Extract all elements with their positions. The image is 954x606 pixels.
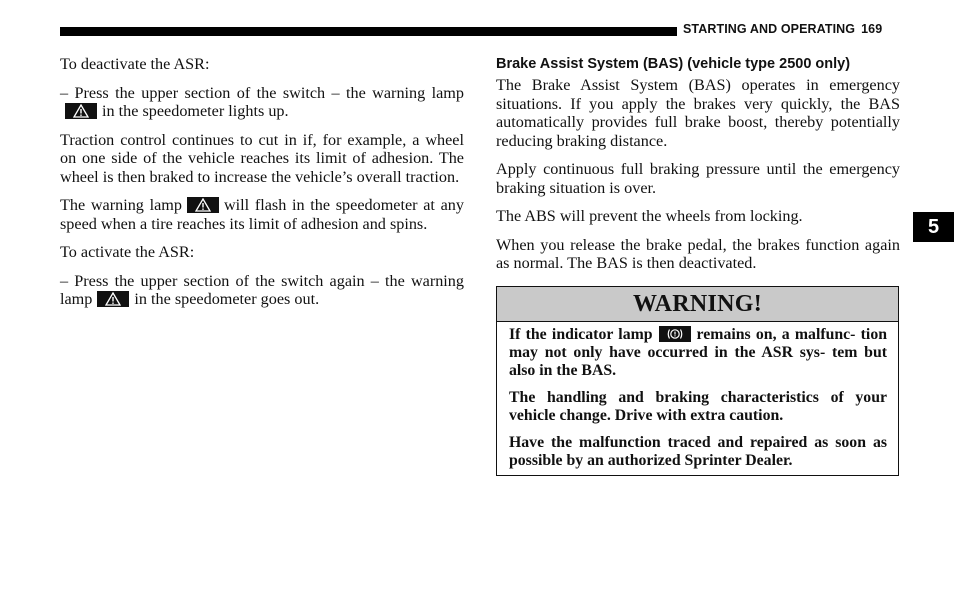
- bas-intro: The Brake Assist System (BAS) operates in emergency situations. If you apply the brakes very quickly, the BAS automatically provides full brake boost, thereby potentially reducing braking distance.: [496, 76, 900, 150]
- deactivate-step: [60, 84, 464, 121]
- warning-body: [497, 322, 898, 470]
- traction-paragraph: Traction control continues to cut in if, for example, a wheel on one side of the vehicle reaches its limit of adhesion. The wheel is then braked to increase the vehicle’s overall traction.: [60, 130, 464, 186]
- section-title: STARTING AND OPERATING: [683, 22, 856, 36]
- apply-pressure: Apply continuous full braking pressure until the emergency braking situation is over.: [496, 160, 900, 197]
- flash-paragraph: [60, 196, 464, 233]
- left-column: [60, 55, 464, 319]
- flash-text-before: The warning lamp: [60, 196, 182, 214]
- deactivate-step-text-after: in the speedometer lights up.: [102, 102, 289, 120]
- activate-step-text-before: – Press the upper section of the switch again – the warning lamp: [60, 271, 464, 308]
- flash-text-after: will flash in the speedometer at any speed when a tire reaches its limit of adhesion and spins.: [60, 196, 464, 233]
- activate-intro: To activate the ASR:: [60, 243, 195, 261]
- chapter-tab: 5: [913, 212, 954, 242]
- activate-step: [60, 272, 464, 309]
- header-rule: [60, 27, 677, 36]
- page-number: 169: [861, 22, 883, 36]
- warning-triangle-icon: [97, 291, 129, 307]
- activate-step-text-after: in the speedometer goes out.: [134, 290, 320, 308]
- release-note: When you release the brake pedal, the brakes function again as normal. The BAS is then deactivated.: [496, 235, 900, 272]
- warning-handling-paragraph: The handling and braking characteristics of your vehicle change. Drive with extra caution.: [509, 389, 887, 424]
- warning-triangle-icon: [187, 197, 219, 213]
- warning-indicator-paragraph: [509, 326, 887, 380]
- right-column: [496, 55, 900, 283]
- deactivate-intro: To deactivate the ASR:: [60, 55, 210, 73]
- indicator-text-before: If the indicator lamp: [509, 326, 653, 343]
- section-heading: Brake Assist System (BAS) (vehicle type 2500 only): [496, 56, 851, 72]
- indicator-text-after: remains on, a malfunc- tion may not only have occurred in the ASR sys- tem but also in the BAS.: [509, 326, 887, 379]
- deactivate-step-text-before: – Press the upper section of the switch – the warning lamp: [60, 83, 464, 102]
- warning-title: WARNING!: [497, 287, 898, 322]
- brake-indicator-icon: [659, 326, 691, 342]
- running-header: [683, 22, 903, 36]
- warning-box: [496, 286, 899, 476]
- abs-note: The ABS will prevent the wheels from locking.: [496, 207, 803, 225]
- warning-repair-paragraph: Have the malfunction traced and repaired as soon as possible by an authorized Sprinter Dealer.: [509, 434, 887, 469]
- warning-triangle-icon: [65, 103, 97, 119]
